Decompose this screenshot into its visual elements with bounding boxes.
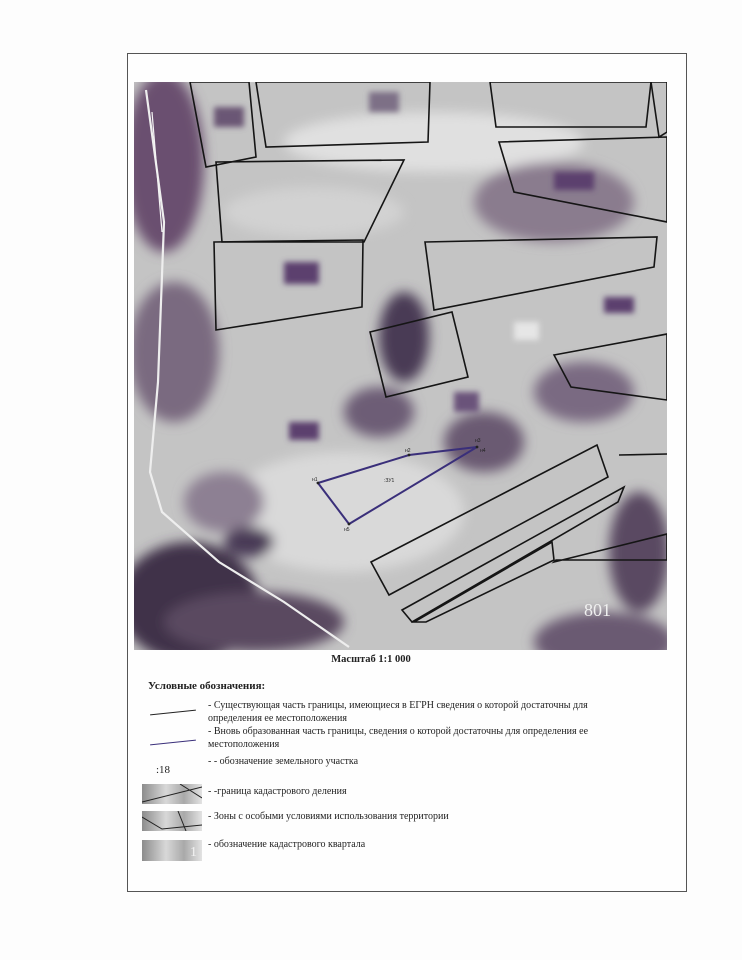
point-label-n4: н4 (480, 448, 486, 454)
plot-label: :ЗУ1 (384, 478, 395, 484)
quarter-number: 801 (584, 600, 611, 620)
point-label-n5: н5 (344, 527, 350, 533)
aerial-map[interactable] (134, 82, 667, 650)
point-label-n2: н2 (405, 448, 411, 454)
swatch-quarter-label: 1 (190, 845, 197, 860)
legend-item-cadastral-division: - -граница кадастрового деления (208, 786, 347, 797)
point-label-n3: н3 (475, 438, 481, 444)
cadastral-division-swatch (142, 784, 202, 804)
parcel-14 (619, 454, 667, 455)
legend-item-existing-boundary: - Существующая часть границы, имеющиеся в ЕГРН сведения о которой достаточны для определения ее местоположения (208, 700, 588, 724)
point-label-n1: н1 (312, 477, 318, 483)
map-scale: Масштаб 1:1 000 (331, 654, 411, 665)
cadastral-quarter-swatch (142, 840, 202, 861)
plot-code-sample: :18 (156, 764, 171, 776)
legend-item-cadastral-quarter: - обозначение кадастрового квартала (208, 839, 366, 850)
legend-item-new-boundary: - Вновь образованная часть границы, сведения о которой достаточны для определения ее местоположения (208, 726, 589, 750)
legend-title: Условные обозначения: (148, 680, 266, 692)
legend-item-plot-designation: - - обозначение земельного участка (208, 756, 359, 767)
special-zones-swatch (142, 811, 202, 831)
legend-item-special-zones: - Зоны с особыми условиями использования территории (208, 811, 449, 822)
